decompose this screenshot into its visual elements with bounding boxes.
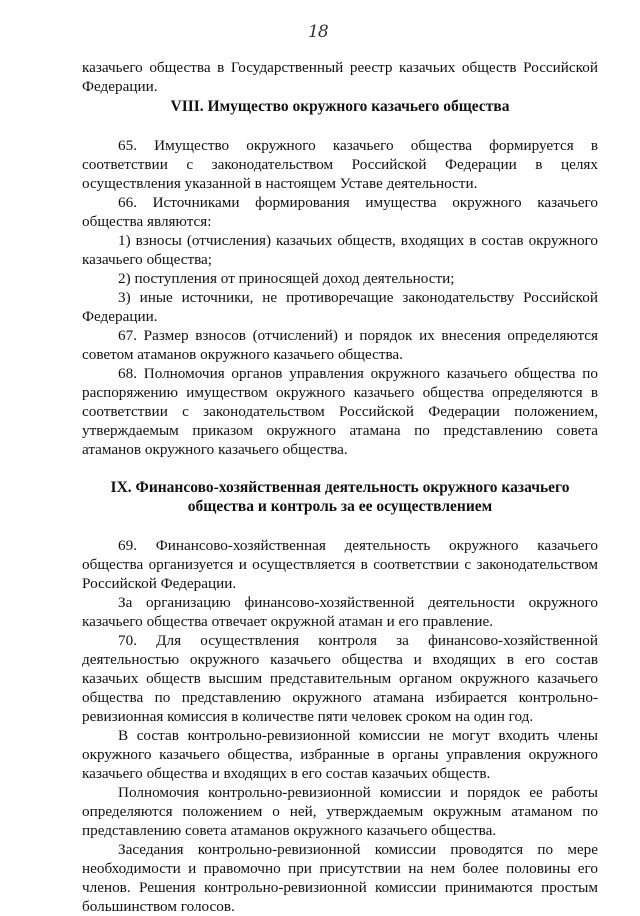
paragraph-67: 67. Размер взносов (отчислений) и порядок их внесения определяются советом атаманов окружного казачьего общества. (82, 326, 598, 363)
paragraph-69: 69. Финансово-хозяйственная деятельность окружного казачьего общества организуется и осуществляется в соответствии с законодательством Российской Федерации. (82, 536, 598, 592)
section-8-heading: VIII. Имущество окружного казачьего общества (170, 98, 510, 115)
section-9-body (82, 536, 598, 916)
paragraph-70-membership: В состав контрольно-ревизионной комиссии не могут входить члены окружного казачьего общества, избранные в органы управления окружного казачьего общества и входящих в его состав казачьих обществ. (82, 726, 598, 782)
section-8-body (82, 136, 598, 459)
paragraph-69-responsibility: За организацию финансово-хозяйственной деятельности окружного казачьего общества отвечает окружной атаман и его правление. (82, 593, 598, 630)
intro-paragraph: казачьего общества в Государственный реестр казачьих обществ Российской Федерации. (82, 59, 598, 95)
page-number: 18 (308, 22, 328, 42)
paragraph-70-meetings: Заседания контрольно-ревизионной комиссии проводятся по мере необходимости и правомочно при присутствии на нем более половины его членов. Решения контрольно-ревизионной комиссии принимаются простым большинством голосов. (82, 840, 598, 915)
section-9-heading (82, 478, 598, 517)
section-9-heading-line-2: общества и контроль за ее осуществлением (187, 498, 493, 515)
paragraph-66-item-2: 2) поступления от приносящей доход деятельности; (118, 269, 455, 287)
paragraph-70-powers: Полномочия контрольно-ревизионной комиссии и порядок ее работы определяются положением о ней, утверждаемым окружным атаманом по представлению совета атаманов окружного казачьего общества. (82, 783, 598, 839)
document-body (82, 58, 598, 916)
paragraph-66-item-3: 3) иные источники, не противоречащие законодательству Российской Федерации. (82, 288, 598, 325)
paragraph-66-item-1: 1) взносы (отчисления) казачьих обществ, входящих в состав окружного казачьего общества; (82, 231, 598, 268)
paragraph-70: 70. Для осуществления контроля за финансово-хозяйственной деятельностью окружного казачьего общества и входящих в его состав казачьих обществ высшим представительным органом окружного казачьего общества по представлению окружного атамана избирается контрольно-ревизионная комиссия в количестве пяти человек сроком на один год. (82, 631, 598, 725)
paragraph-68: 68. Полномочия органов управления окружного казачьего общества по распоряжению имуществом окружного казачьего общества определяются в соответствии с законодательством Российской Федерации положением, утверждаемым приказом окружного атамана по представлению совета атаманов окружного казачьего общества. (82, 364, 598, 458)
section-9-heading-line-1: IX. Финансово-хозяйственная деятельность окружного казачьего (110, 478, 570, 496)
paragraph-66: 66. Источниками формирования имущества окружного казачьего общества являются: (82, 193, 598, 230)
paragraph-65: 65. Имущество окружного казачьего общества формируется в соответствии с законодательством Российской Федерации в целях осуществления указанной в настоящем Уставе деятельности. (82, 136, 598, 192)
